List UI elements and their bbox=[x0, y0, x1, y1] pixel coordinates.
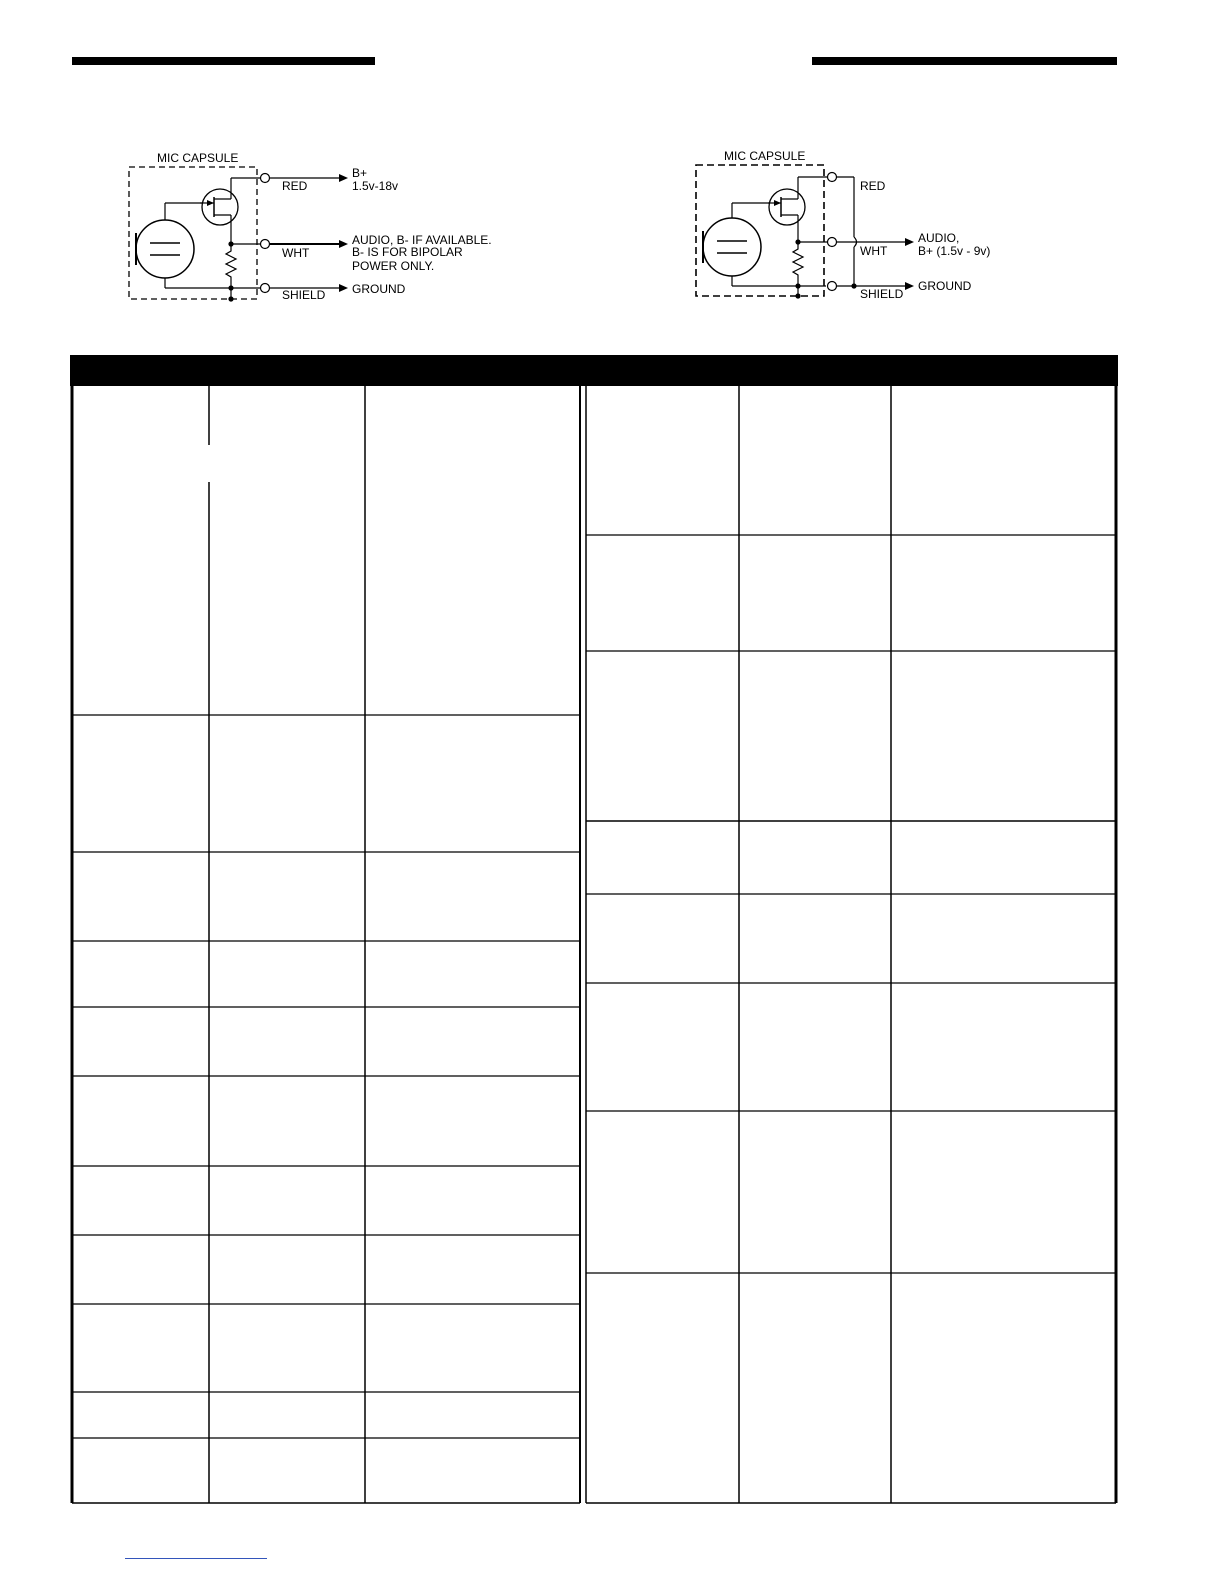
wire-label-wht: WHT bbox=[860, 244, 888, 258]
signal-shield-1: GROUND bbox=[918, 279, 972, 293]
signal-wht-2: B- IS FOR BIPOLAR bbox=[352, 245, 463, 259]
wire-label-shield: SHIELD bbox=[860, 287, 904, 301]
signal-red-2: 1.5v-18v bbox=[352, 179, 399, 193]
wire-label-shield: SHIELD bbox=[282, 288, 326, 302]
signal-shield-1: GROUND bbox=[352, 282, 406, 296]
signal-wht-1: AUDIO, bbox=[918, 231, 960, 245]
signal-wht-3: POWER ONLY. bbox=[352, 259, 435, 273]
wire-label-red: RED bbox=[282, 179, 308, 193]
capsule-label: MIC CAPSULE bbox=[157, 151, 239, 165]
signal-wht-2: B+ (1.5v - 9v) bbox=[918, 244, 991, 258]
capsule-label: MIC CAPSULE bbox=[724, 149, 806, 163]
footer-link-underline[interactable] bbox=[125, 1558, 267, 1559]
left-row-lines bbox=[72, 715, 580, 1503]
table-header-bar bbox=[70, 355, 1118, 386]
wire-label-red: RED bbox=[860, 179, 886, 193]
signal-wht-1: AUDIO, B- IF AVAILABLE. bbox=[352, 233, 492, 247]
signal-red-1: B+ bbox=[352, 166, 368, 180]
right-row-lines bbox=[586, 535, 1116, 1503]
wire-label-wht: WHT bbox=[282, 246, 310, 260]
